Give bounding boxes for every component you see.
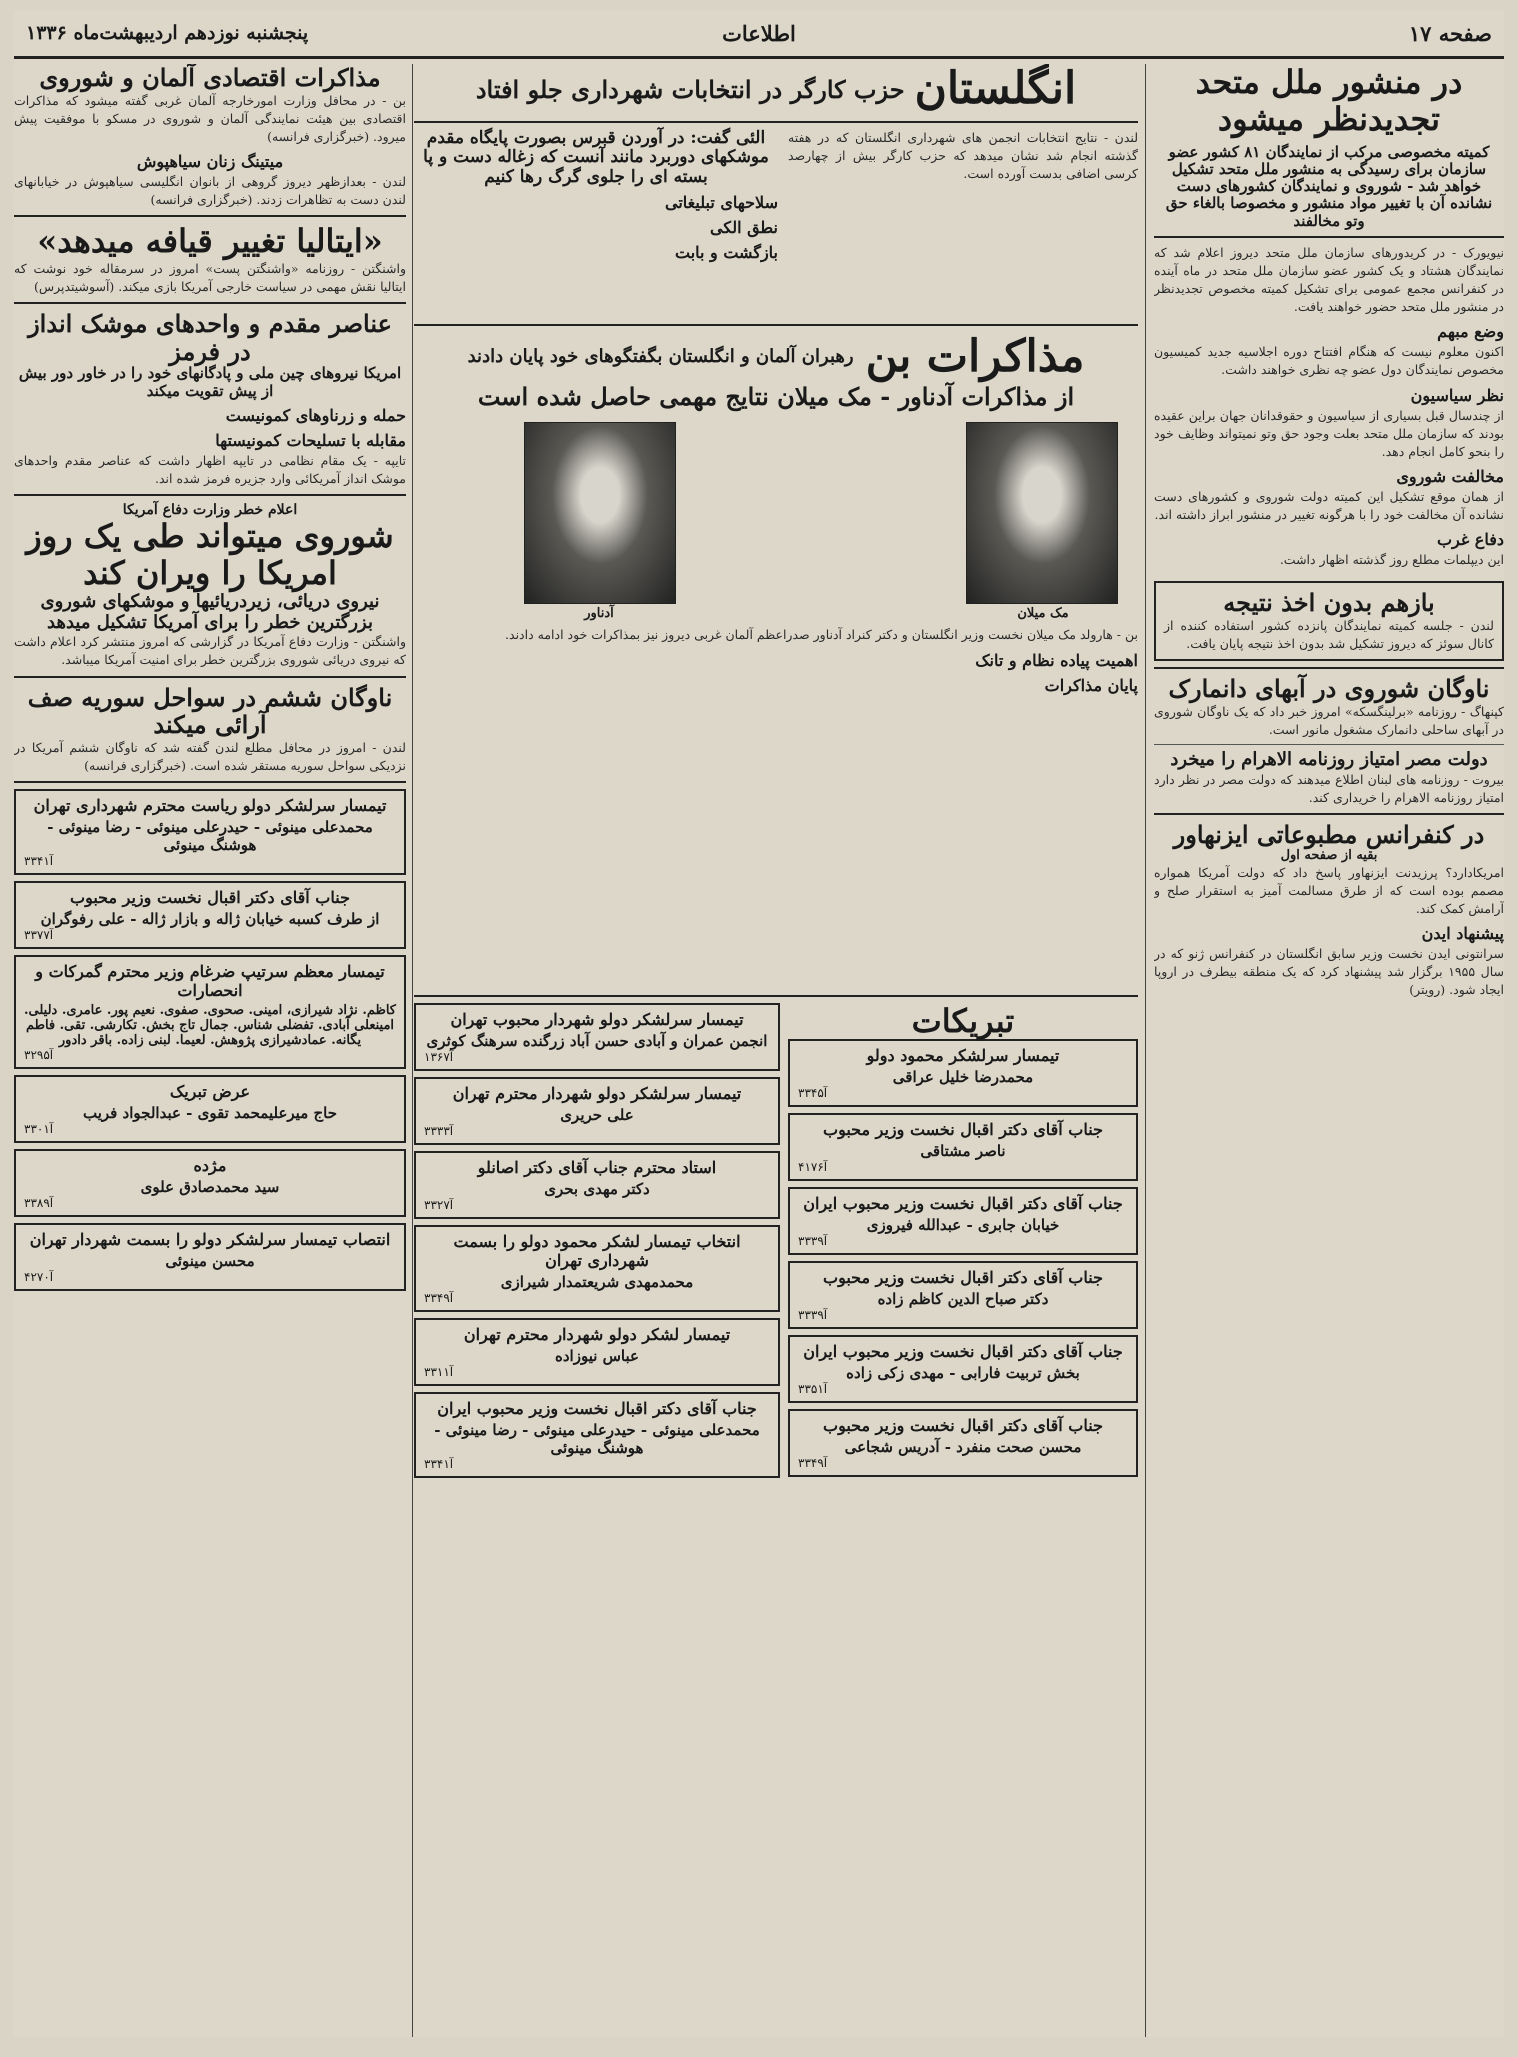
newspaper-page bbox=[14, 10, 1504, 2037]
notice-sender: محسن مینوئی bbox=[165, 1251, 255, 1270]
suez-headline: بازهم بدون اخذ نتیجه bbox=[1223, 588, 1435, 618]
notice-title: تیمسار سرلشکر دولو شهردار محترم تهران bbox=[452, 1083, 742, 1103]
un-charter-body: نیویورک - در کریدورهای سازمان ملل متحد دیروز اعلام شد که نمایندگان هشتاد و یک کشور عضو سازمان ملل متحد در ماه آینده در کنفرانس مجمع عمومی برای تشکیل کمیته مخصوص تجدیدنظر در منشور ملل متحد حضور خواهند یافت. bbox=[1154, 244, 1504, 315]
notice-title: عرض تبریک bbox=[169, 1081, 251, 1101]
congrat-notice bbox=[788, 1039, 1138, 1107]
notice-sender: محمدعلی مینوئی - حیدرعلی مینوئی - رضا مینوئی - هوشنگ مینوئی bbox=[47, 817, 373, 854]
congrat-notice bbox=[788, 1335, 1138, 1403]
defense-body: واشنگتن - وزارت دفاع آمریکا در گزارشی که امروز منتشر کرد اعلام داشت که نیروی دریائی شوروی بزرگترین خطر برای امنیت آمریکا میباشد. bbox=[14, 634, 406, 668]
notice-sender: کاظم. نژاد شیرازی، امینی. صحوی. صفوی. نعیم پور. عامری. دلیلی. امینعلی آبادی. تفضلی شناس. جمال تاج بخش. تکارشی. تقی. فاطم یگانه. عمادشیرازی پژوهش. لعیما. لبنی زاده. باقر دادور bbox=[23, 1002, 396, 1048]
notice-title: تیمسار سرلشکر دولو ریاست محترم شهرداری تهران bbox=[33, 795, 387, 815]
formosa-body: تایپه - یک مقام نظامی در تایپه اظهار داشت که عناصر مقدم واحدهای موشک انداز آمریکائی وارد جزیره فرمز شده اند. bbox=[14, 452, 406, 487]
notice-title: مژده bbox=[193, 1155, 227, 1175]
eisenhower-body: امریکادارد؟ پرزیدنت ایزنهاور پاسخ داد که دولت آمریکا همواره مصمم بوده است که از طرق مسالمت آمیز به استقرار صلح و آرامش کمک کند. bbox=[1154, 864, 1504, 916]
notice-ref: آ۳۳۸۹ bbox=[24, 1195, 54, 1210]
un-charter-body-4: از همان موقع تشکیل این کمیته دولت شوروی و کشورهای دست نشانده آن مخالفت خود را با هرگونه تغییر در منشور ابراز داشته اند. bbox=[1154, 488, 1504, 523]
notice-title: تیمسار سرلشکر دولو شهردار محبوب تهران bbox=[450, 1009, 744, 1029]
un-charter-body-2: اکنون معلوم نیست که هنگام افتتاح دوره اجلاسیه جدید کمیسیون مخصوص نمایندگان دول عضو چه نظری خواهند داشت. bbox=[1154, 344, 1504, 378]
congrat-notice bbox=[14, 1075, 406, 1143]
right-column bbox=[1154, 64, 1504, 2037]
notice-title: جناب آقای دکتر اقبال نخست وزیر محبوب bbox=[70, 887, 350, 907]
notice-sender: دکتر مهدی بحری bbox=[544, 1179, 650, 1198]
notice-ref: آ۳۳۳۹ bbox=[798, 1308, 828, 1323]
congrat-notice bbox=[414, 1003, 780, 1071]
congrat-notice bbox=[14, 881, 406, 949]
notice-sender: عباس نیوزاده bbox=[555, 1346, 639, 1365]
notice-title: تیمسار سرلشکر محمود دولو bbox=[866, 1046, 1060, 1066]
notice-ref: آ۳۳۱۱ bbox=[424, 1364, 454, 1379]
defense-label: اعلام خطر وزارت دفاع آمریکا bbox=[122, 502, 298, 519]
congrat-notice bbox=[414, 1077, 780, 1145]
column-rule bbox=[412, 64, 413, 2037]
defense-headline: شوروی میتواند طی یک روز امریکا را ویران کند bbox=[26, 517, 394, 593]
subhead-end-talks: پایان مذاکرات bbox=[1044, 675, 1138, 695]
notice-title: جناب آقای دکتر اقبال نخست وزیر محبوب bbox=[823, 1416, 1103, 1436]
macmillan-caption: مک میلان bbox=[1017, 606, 1069, 622]
notice-ref: آ۳۳۳۳ bbox=[424, 1123, 454, 1138]
paper-name: اطلاعات bbox=[722, 20, 796, 46]
notice-title: تیمسار معظم سرتیپ ضرغام وزیر محترم گمرکات و انحصارات bbox=[35, 961, 385, 1000]
subhead-soviet-opposition: مخالفت شوروی bbox=[1396, 466, 1504, 486]
subhead-propaganda: سلاحهای تبلیغاتی bbox=[665, 193, 778, 213]
congrat-notice bbox=[414, 1318, 780, 1386]
egypt-headline: دولت مصر امتیاز روزنامه الاهرام را میخرد bbox=[1170, 749, 1488, 771]
notice-ref: آ۴۱۷۶ bbox=[798, 1160, 828, 1175]
egypt-body: بیروت - روزنامه های لبنان اطلاع میدهند که دولت مصر در نظر دارد امتیاز روزنامه الاهرام را خریداری کند. bbox=[1154, 771, 1504, 805]
notice-ref: آ۳۳۴۹ bbox=[798, 1456, 828, 1471]
subhead-arms: مقابله با تسلیحات کمونیستها bbox=[215, 430, 406, 450]
issue-date: پنجشنبه نوزدهم اردیبهشت‌ماه ۱۳۳۶ bbox=[26, 22, 309, 44]
notice-sender: دکتر صباح الدین کاظم زاده bbox=[877, 1290, 1049, 1309]
macmillan-photo bbox=[966, 422, 1118, 604]
notice-title: جناب آقای دکتر اقبال نخست وزیر محبوب ایران bbox=[803, 1342, 1123, 1362]
notice-ref: آ۳۳۴۱ bbox=[24, 853, 54, 868]
denmark-headline: ناوگان شوروی در آبهای دانمارک bbox=[1168, 674, 1490, 704]
notice-ref: آ۱۳۶۷ bbox=[424, 1049, 454, 1064]
un-charter-subhead: کمیته مخصوصی مرکب از نمایندگان ۸۱ کشور عضو سازمان برای رسیدگی به منشور ملل متحد تشکیل خواهد شد - شوروی و نمایندگان کشورهای دست نشانده آن با تغییر مواد منشور و مخصوصا بالغاء حق وتو مخالفند bbox=[1165, 142, 1493, 230]
denmark-body: کپنهاگ - روزنامه «برلینگسکه» امروز خبر داد که یک ناوگان شوروی در آبهای ساحلی دانمارک مشغول مانور است. bbox=[1154, 703, 1504, 737]
subhead-infantry: اهمیت پیاده نظام و تانک bbox=[975, 650, 1138, 670]
subhead-communist-attack: حمله و زرناوهای کمونیست bbox=[225, 405, 406, 425]
notice-ref: آ۳۳۰۱ bbox=[24, 1121, 54, 1136]
notice-sender: حاج میرعلیمحمد تقوی - عبدالجواد فریب bbox=[82, 1103, 337, 1122]
uk-body: لندن - نتایج انتخابات انجمن های شهرداری انگلستان که در هفته گذشته انجام شد نشان میدهد که حزب کارگر بیش از چهارصد کرسی اضافی بدست آورده است. bbox=[788, 129, 1138, 181]
defense-subhead: نیروی دریائی، زیردریائیها و موشکهای شوروی بزرگترین خطر را برای آمریکا تشکیل میدهد bbox=[40, 590, 380, 633]
cyprus-story bbox=[414, 129, 778, 265]
notice-sender: علی حریری bbox=[560, 1105, 634, 1124]
uk-election-story bbox=[788, 129, 1138, 265]
congrat-notice bbox=[788, 1261, 1138, 1329]
germany-soviet-headline: مذاکرات اقتصادی آلمان و شوروی bbox=[39, 64, 381, 92]
bonn-photos bbox=[414, 416, 1138, 626]
notice-ref: آ۴۲۷۰ bbox=[24, 1269, 54, 1284]
left-column bbox=[14, 64, 406, 2037]
cyprus-headline: الئی گفت: در آوردن قبرس بصورت پایگاه مقدم موشکهای دوربرد مانند آنست که زغاله دست و پا بسته ای را جلوی گرگ رها کنیم bbox=[423, 127, 769, 187]
eden-headline: پیشنهاد ایدن bbox=[1421, 923, 1504, 943]
notices-middle bbox=[414, 1003, 780, 1484]
notice-title: استاد محترم جناب آقای دکتر اصانلو bbox=[477, 1157, 717, 1177]
uk-banner bbox=[414, 64, 1138, 115]
notice-ref: آ۳۳۷۷ bbox=[24, 927, 54, 942]
notice-sender: بخش تربیت فارابی - مهدی زکی زاده bbox=[846, 1364, 1080, 1383]
italy-body: واشنگتن - روزنامه «واشنگتن پست» امروز در سرمقاله خود نوشت که ایتالیا نقش مهمی در سیاست خارجی آمریکا بازی میکند. (آسوشیتدپرس) bbox=[14, 261, 406, 295]
notice-sender: محمدعلی مینوئی - حیدرعلی مینوئی - رضا مینوئی - هوشنگ مینوئی bbox=[434, 1420, 760, 1457]
congrat-notice bbox=[14, 1223, 406, 1291]
subhead-return: بازگشت و بابت bbox=[674, 243, 778, 263]
subhead-opinion: نظر سیاسیون bbox=[1410, 385, 1504, 405]
notice-ref: آ۳۳۴۱ bbox=[424, 1456, 454, 1471]
notice-title: تیمسار لشکر دولو شهردار محترم تهران bbox=[463, 1324, 731, 1344]
bonn-body: بن - هارولد مک میلان نخست وزیر انگلستان و دکتر کنراد آدناور صدراعظم آلمان غربی دیروز نیز بمذاکرات خود ادامه دادند. bbox=[505, 627, 1138, 643]
suez-box bbox=[1154, 581, 1504, 661]
bonn-title: مذاکرات بن bbox=[865, 331, 1085, 383]
notice-sender: محسن صحت منفرد - آدریس شجاعی bbox=[844, 1438, 1082, 1457]
notice-ref: آ۳۳۵۱ bbox=[798, 1382, 828, 1397]
notice-ref: آ۳۳۴۹ bbox=[424, 1290, 454, 1305]
congrat-notice bbox=[788, 1409, 1138, 1477]
congrat-notice bbox=[414, 1151, 780, 1219]
notice-sender: محمدمهدی شریعتمدار شیرازی bbox=[500, 1272, 694, 1291]
subhead-vague: وضع مبهم bbox=[1437, 322, 1504, 342]
congrat-notice bbox=[414, 1225, 780, 1312]
subhead-west-defense: دفاع غرب bbox=[1436, 530, 1504, 550]
notice-sender: محمدرضا خلیل عراقی bbox=[892, 1068, 1034, 1087]
notice-ref: آ۳۳۲۷ bbox=[424, 1197, 454, 1212]
congrat-notice bbox=[14, 789, 406, 875]
notice-title: جناب آقای دکتر اقبال نخست وزیر محبوب bbox=[823, 1120, 1103, 1140]
formosa-subhead: امریکا نیروهای چین ملی و پادگانهای خود را در خاور دور بیش از پیش تقویت میکند bbox=[18, 364, 402, 400]
tabrikat-column bbox=[788, 1003, 1138, 1484]
germany-soviet-body: بن - در محافل وزارت امورخارجه آلمان غربی گفته میشود که مذاکرات اقتصادی بین هیئت نمایندگی آلمان و شوروی در مسکو با موفقیت پیش میرود. (خبرگزاری فرانسه) bbox=[14, 92, 406, 144]
congrat-notice bbox=[414, 1392, 780, 1478]
women-body: لندن - بعدازظهر دیروز گروهی از بانوان انگلیسی سیاهپوش در خیابانهای لندن دست به تظاهرات زدند. (خبرگزاری فرانسه) bbox=[14, 173, 406, 208]
notice-title: انتخاب تیمسار لشکر محمود دولو را بسمت شهرداری تهران bbox=[453, 1231, 741, 1270]
un-charter-body-3: از چندسال قبل بسیاری از سیاسیون و حقوقدانان جهان براین عقیده بودند که سازمان ملل متحد بعلت وجود حق وتو نمیتواند وظایف خود را بنحو کامل انجام دهد. bbox=[1154, 407, 1504, 459]
uk-title: انگلستان bbox=[914, 64, 1077, 114]
uk-stories bbox=[414, 129, 1138, 265]
notice-sender: ناصر مشتاقی bbox=[920, 1142, 1006, 1161]
notice-title: جناب آقای دکتر اقبال نخست وزیر محبوب bbox=[823, 1268, 1103, 1288]
formosa-headline: عناصر مقدم و واحدهای موشک انداز در فرمز bbox=[28, 309, 392, 366]
notice-sender: سید محمدصادق علوی bbox=[140, 1177, 280, 1196]
notice-sender: از طرف کسبه خیابان ژاله و بازار ژاله - علی رفوگران bbox=[40, 909, 380, 928]
notice-sender: خیابان جابری - عبدالله فیروزی bbox=[866, 1216, 1060, 1235]
italy-headline: «ایتالیا تغییر قیافه میدهد» bbox=[37, 222, 383, 261]
un-charter-body-5: این دیپلمات مطلع روز گذشته اظهار داشت. bbox=[1279, 552, 1504, 568]
notice-title: جناب آقای دکتر اقبال نخست وزیر محبوب ایران bbox=[803, 1194, 1123, 1214]
adenauer-photo bbox=[524, 422, 676, 604]
notice-ref: آ۳۳۳۹ bbox=[798, 1234, 828, 1249]
bonn-headline: رهبران آلمان و انگلستان بگفتگوهای خود پایان دادند bbox=[467, 346, 854, 368]
adenauer-caption: آدناور bbox=[584, 606, 614, 622]
bonn-banner bbox=[414, 332, 1138, 383]
column-rule bbox=[1145, 64, 1146, 2037]
eisenhower-headline: در کنفرانس مطبوعاتی ایزنهاور bbox=[1173, 819, 1485, 849]
masthead bbox=[14, 10, 1504, 59]
sixth-fleet-body: لندن - امروز در محافل مطلع لندن گفته شد که ناوگان ششم آمریکا در نزدیکی سواحل سوریه مستقر شده است. (خبرگزاری فرانسه) bbox=[14, 739, 406, 773]
notice-ref: آ۳۲۹۵ bbox=[24, 1047, 54, 1062]
notice-sender: انجمن عمران و آبادی حسن آباد زرگنده سرهنگ کوثری bbox=[426, 1031, 768, 1050]
congrat-notice bbox=[788, 1113, 1138, 1181]
subhead-women: میتینگ زنان سیاهپوش bbox=[136, 151, 284, 171]
suez-body: لندن - جلسه کمیته نمایندگان پانزده کشور استفاده کننده از کانال سوئز که دیروز تشکیل شد بدون اخذ نتیجه پایان یافت. bbox=[1164, 617, 1494, 652]
notice-ref: آ۳۳۴۵ bbox=[798, 1086, 828, 1101]
eden-body: سرانتونی ایدن نخست وزیر سابق انگلستان در کنفرانس ژنو که در سال ۱۹۵۵ برگزار شد پیشنهاد کرد که یک منطقه بیطرف در اروپا ایجاد شود. (رویتر) bbox=[1154, 945, 1504, 998]
sixth-fleet-headline: ناوگان ششم در سواحل سوریه صف آرائی میکند bbox=[27, 682, 393, 740]
congrat-notice bbox=[14, 1149, 406, 1217]
bonn-subhead: از مذاکرات آدناور - مک میلان نتایج مهمی حاصل شده است bbox=[477, 381, 1075, 411]
uk-headline: حزب کارگر در انتخابات شهرداری جلو افتاد bbox=[475, 74, 905, 104]
notice-title: انتصاب تیمسار سرلشکر دولو را بسمت شهردار تهران bbox=[29, 1229, 391, 1249]
un-charter-headline: در منشور ملل متحد تجدیدنظر میشود bbox=[1195, 64, 1463, 138]
tabrikat-title: تبریکات bbox=[911, 1001, 1015, 1040]
page-number: صفحه ۱۷ bbox=[1408, 20, 1492, 46]
lower-middle bbox=[414, 1003, 1138, 1484]
subhead-speech: نطق الکی bbox=[710, 218, 778, 238]
middle-column bbox=[414, 64, 1138, 2037]
eisenhower-continued: بقیه از صفحه اول bbox=[1280, 847, 1378, 863]
congrat-notice bbox=[788, 1187, 1138, 1255]
congrat-notice bbox=[14, 955, 406, 1069]
notice-title: جناب آقای دکتر اقبال نخست وزیر محبوب ایران bbox=[437, 1398, 757, 1418]
